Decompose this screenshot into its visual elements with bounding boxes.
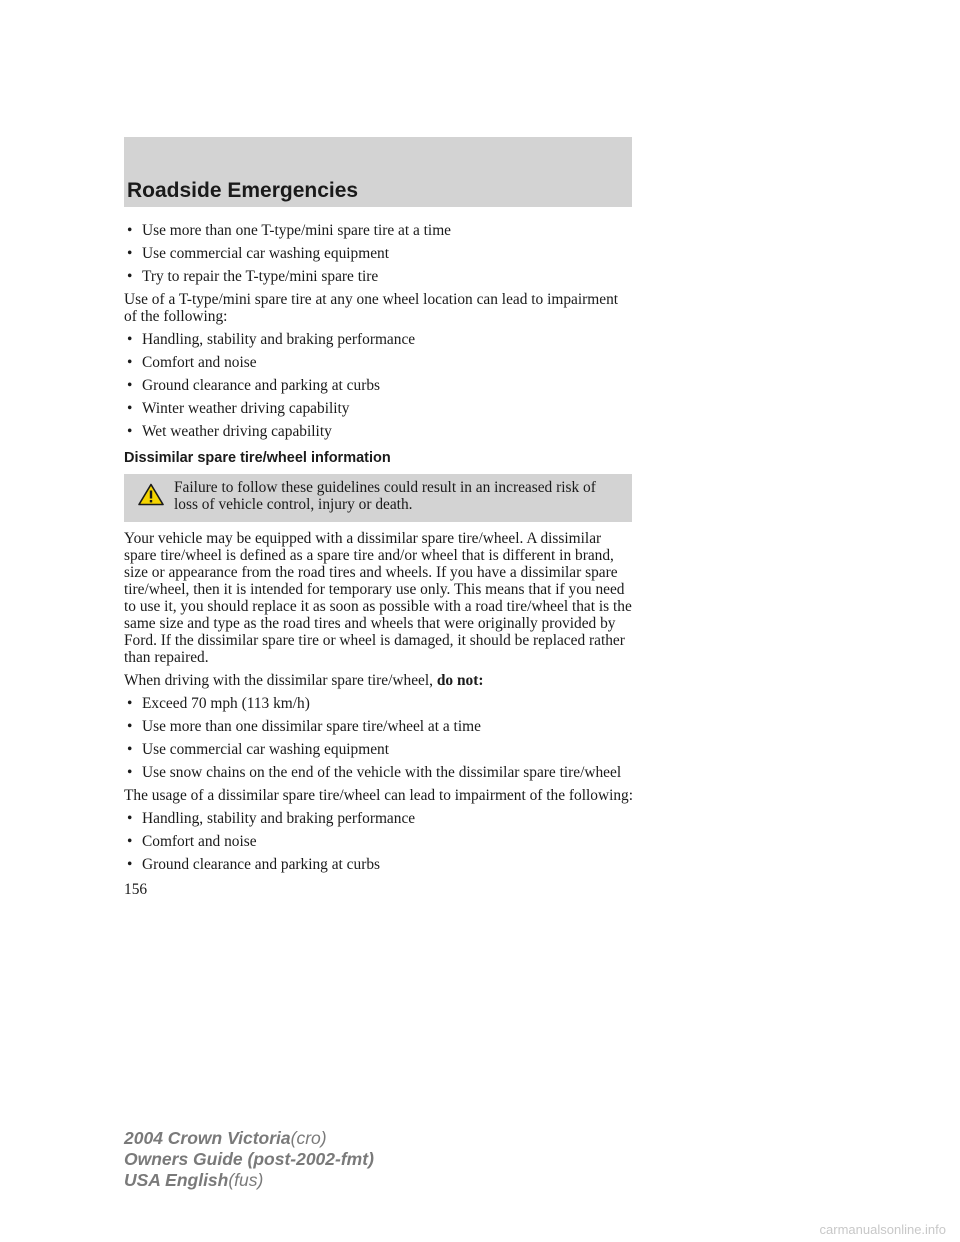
bullet-list-tspare-donts [124, 222, 634, 285]
footer-line-language: USA English(fus) [124, 1170, 264, 1190]
bullet-list-tspare-impairment [124, 331, 634, 440]
footer-line-model: 2004 Crown Victoria(cro) [124, 1128, 327, 1148]
list-item: • Ground clearance and parking at curbs [127, 377, 381, 394]
subheading: Dissimilar spare tire/wheel information [124, 450, 391, 466]
list-item: • Wet weather driving capability [127, 423, 332, 440]
list-item: • Use snow chains on the end of the vehicle with the dissimilar spare tire/wheel [127, 764, 622, 781]
list-item: • Use more than one dissimilar spare tire/wheel at a time [127, 718, 481, 735]
paragraph: Use of a T-type/mini spare tire at any one wheel location can lead to impairment of the following: [124, 291, 619, 325]
list-item: • Comfort and noise [127, 833, 257, 850]
list-item: • Use more than one T-type/mini spare tire at a time [127, 222, 452, 239]
warning-text: Failure to follow these guidelines could result in an increased risk of loss of vehicle control, injury or death. [174, 479, 596, 513]
list-item: • Try to repair the T-type/mini spare tire [127, 268, 379, 285]
warning-triangle-icon [138, 483, 164, 506]
paragraph: The usage of a dissimilar spare tire/wheel can lead to impairment of the following: [124, 787, 634, 804]
list-item: • Handling, stability and braking performance [127, 331, 416, 348]
list-item: • Comfort and noise [127, 354, 257, 371]
bullet-list-dissimilar-donts [124, 695, 634, 781]
list-item: • Use commercial car washing equipment [127, 741, 390, 758]
paragraph: When driving with the dissimilar spare tire/wheel, do not: [124, 672, 484, 689]
list-item: • Ground clearance and parking at curbs [127, 856, 381, 873]
list-item: • Winter weather driving capability [127, 400, 350, 417]
bullet-list-dissimilar-impairment [124, 810, 634, 873]
page-number: 156 [124, 881, 148, 898]
section-title: Roadside Emergencies [127, 179, 359, 202]
paragraph: Your vehicle may be equipped with a dissimilar spare tire/wheel. A dissimilar spare tire/wheel is defined as a spare tire and/or wheel that is different in brand, size or appearance from the road tires and wheels. If you have a dissimilar spare tire/wheel, then it is intended for temporary use only. This means that if you need to use it, you should replace it as soon as possible with a road tire/wheel that is the same size and type as the road tires and wheels that were originally provided by Ford. If the dissimilar spare tire or wheel is damaged, it should be replaced rather than repaired. [124, 530, 632, 666]
watermark: carmanualsonline.info [819, 1222, 946, 1237]
warning-box [124, 474, 632, 522]
section-header [124, 137, 632, 207]
list-item: • Use commercial car washing equipment [127, 245, 390, 262]
footer-line-guide: Owners Guide (post-2002-fmt) [124, 1149, 374, 1169]
list-item: • Exceed 70 mph (113 km/h) [127, 695, 310, 712]
document-footer [124, 1128, 374, 1191]
page-content [124, 222, 634, 898]
list-item: • Handling, stability and braking performance [127, 810, 416, 827]
